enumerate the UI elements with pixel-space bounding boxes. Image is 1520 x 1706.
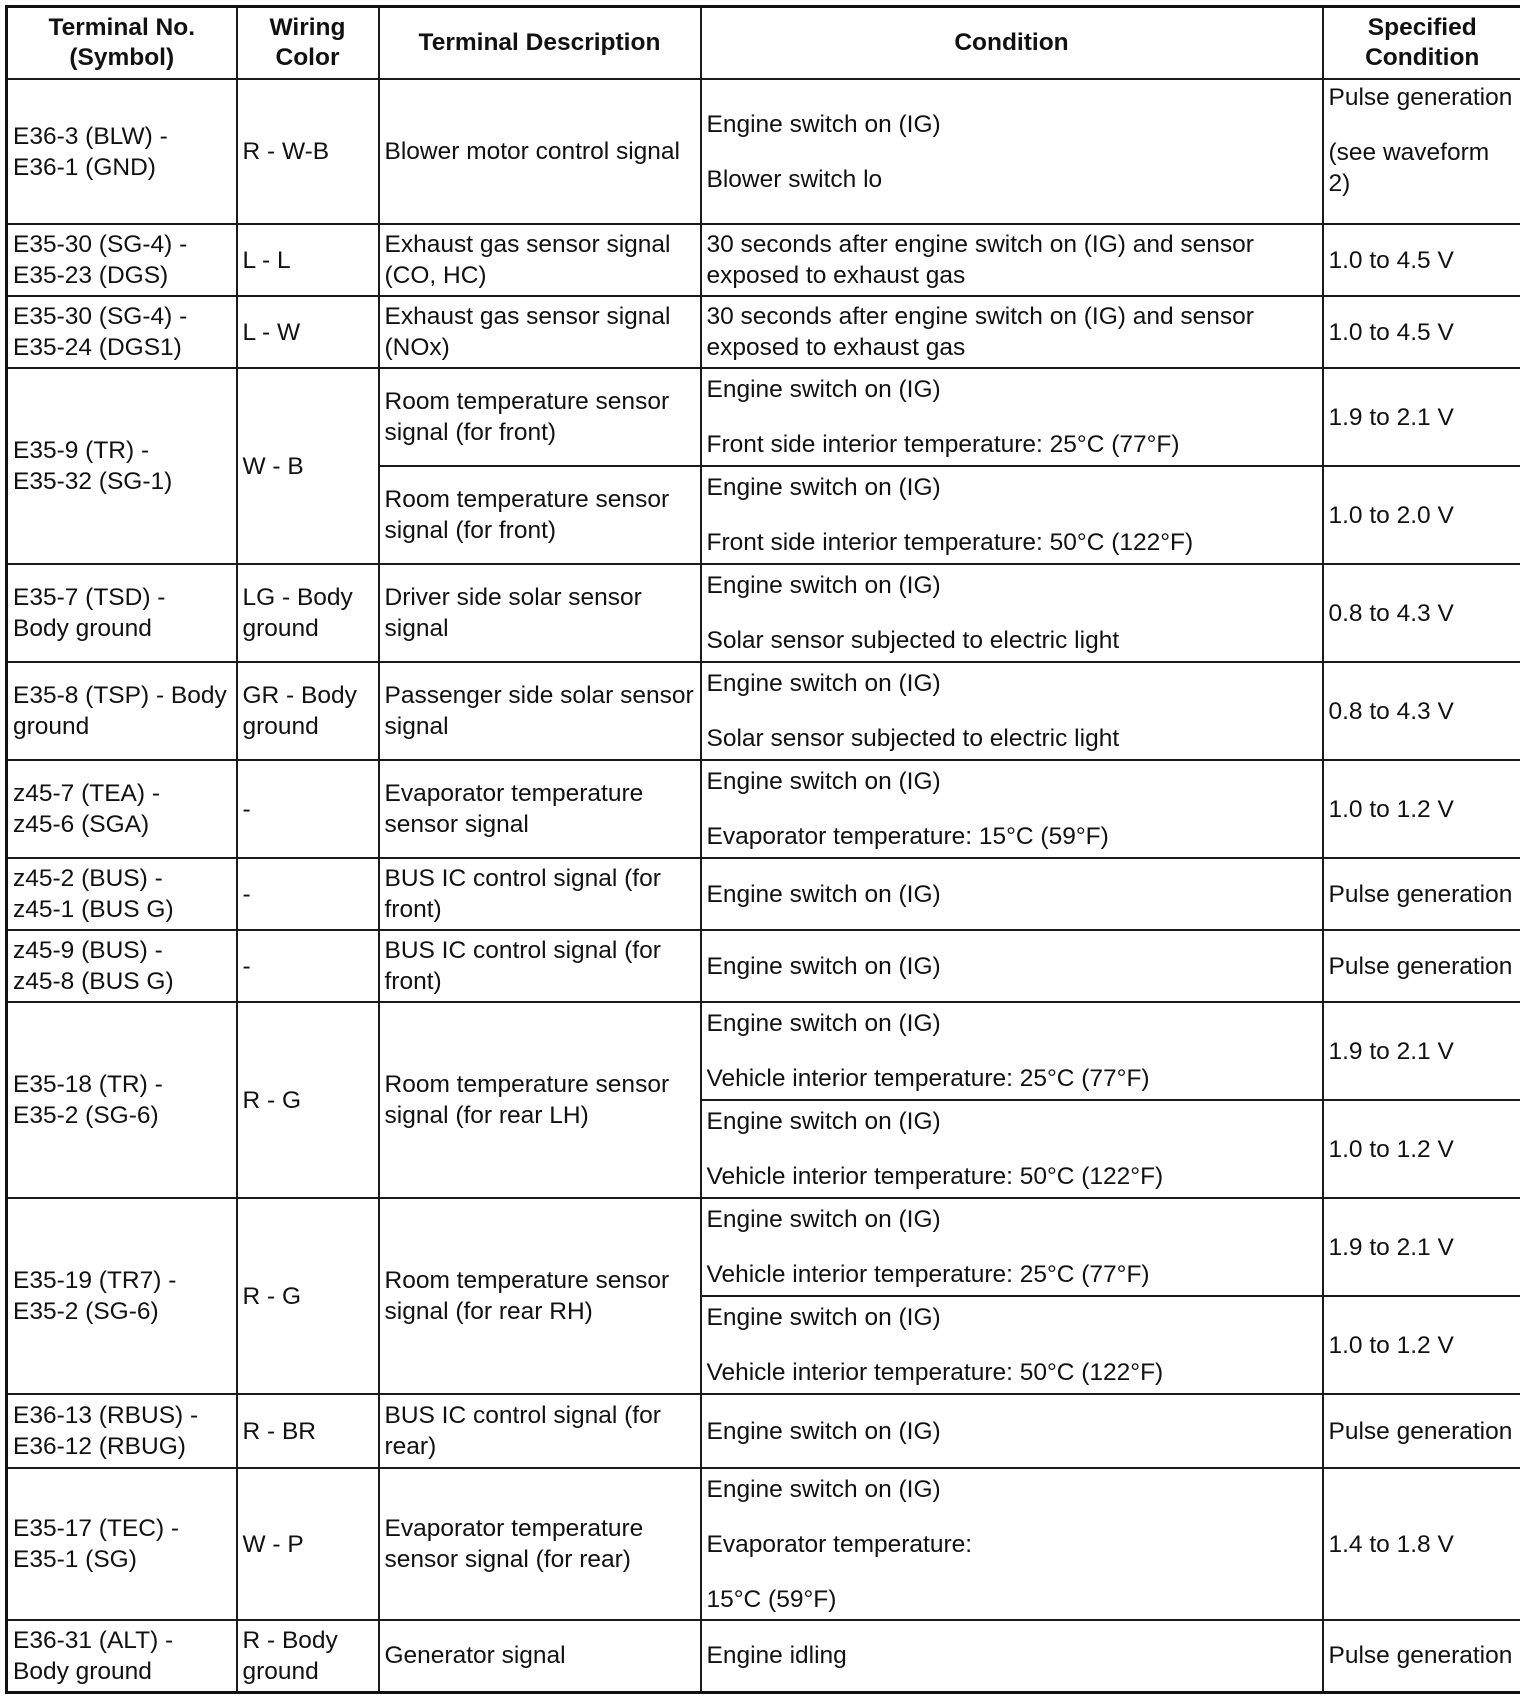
specified-cell: 1.0 to 1.2 V [1323,760,1520,858]
condition-line: Vehicle interior temperature: 50°C (122°F) [706,1163,1164,1190]
wiring-cell: W - P [237,1468,379,1620]
condition-line: Solar sensor subjected to electric light [706,725,1120,752]
condition-line: Evaporator temperature: 15°C (59°F) [706,823,1109,850]
table-row [7,79,1520,224]
terminal-cell: E35-30 (SG-4) - E35-24 (DGS1) [7,296,237,368]
terminal-inspection-table [5,5,1520,1694]
condition-cell: Engine switch on (IG) [701,858,1323,930]
condition-line: Engine switch on (IG) [706,110,941,138]
condition-line: Engine switch on (IG) [706,768,941,795]
condition-cell: 30 seconds after engine switch on (IG) and sensor exposed to exhaust gas [701,224,1323,296]
description-cell: Driver side solar sensor signal [379,564,701,662]
terminal-cell: E36-13 (RBUS) - E36-12 (RBUG) [7,1394,237,1468]
table-row [7,224,1520,296]
table-row [7,1620,1520,1692]
wiring-cell: R - Body ground [237,1620,379,1692]
description-cell: BUS IC control signal (for rear) [379,1394,701,1468]
condition-line: Engine switch on (IG) [706,1206,941,1233]
condition-cell: Engine switch on (IG) [701,930,1323,1002]
terminal-cell: E36-3 (BLW) - E36-1 (GND) [7,79,237,224]
header-terminal-description: Terminal Description [379,7,701,80]
condition-line: Engine switch on (IG) [706,572,941,599]
description-cell: Blower motor control signal [379,79,701,224]
description-cell: Room temperature sensor signal (for front) [379,466,701,564]
table-row [7,296,1520,368]
table-row [7,1002,1520,1100]
condition-line: Vehicle interior temperature: 25°C (77°F) [706,1065,1150,1092]
condition-line: Evaporator temperature: [706,1530,973,1558]
wiring-cell: W - B [237,368,379,564]
condition-cell: Engine idling [701,1620,1323,1692]
terminal-cell: E35-18 (TR) - E35-2 (SG-6) [7,1002,237,1198]
wiring-cell: R - W-B [237,79,379,224]
wiring-cell: R - G [237,1002,379,1198]
table-row [7,1394,1520,1468]
specified-cell: 1.9 to 2.1 V [1323,1002,1520,1100]
condition-line: Front side interior temperature: 25°C (77°F) [706,431,1180,458]
condition-cell [701,1468,1323,1620]
wiring-cell: R - BR [237,1394,379,1468]
header-specified-condition: Specified Condition [1323,7,1520,80]
header-wiring-color: Wiring Color [237,7,379,80]
description-cell: Exhaust gas sensor signal (NOx) [379,296,701,368]
description-cell: Passenger side solar sensor signal [379,662,701,760]
terminal-cell: E35-17 (TEC) - E35-1 (SG) [7,1468,237,1620]
terminal-cell: z45-2 (BUS) - z45-1 (BUS G) [7,858,237,930]
condition-line: Vehicle interior temperature: 25°C (77°F) [706,1261,1150,1288]
condition-cell [701,662,1323,760]
description-cell: BUS IC control signal (for front) [379,858,701,930]
terminal-cell: E35-9 (TR) - E35-32 (SG-1) [7,368,237,564]
terminal-cell: E35-8 (TSP) - Body ground [7,662,237,760]
table-row [7,858,1520,930]
specified-cell [1323,79,1520,224]
specified-cell: 1.4 to 1.8 V [1323,1468,1520,1620]
condition-line: Engine switch on (IG) [706,1304,941,1331]
condition-cell [701,1296,1323,1394]
condition-cell [701,466,1323,564]
table-body [7,79,1520,1692]
condition-line: Blower switch lo [706,165,883,193]
table-row [7,564,1520,662]
description-cell: BUS IC control signal (for front) [379,930,701,1002]
table-row [7,760,1520,858]
wiring-cell: - [237,858,379,930]
header-row [7,7,1520,80]
condition-line: Front side interior temperature: 50°C (122°F) [706,529,1194,556]
specified-cell: Pulse generation [1323,858,1520,930]
condition-line: Solar sensor subjected to electric light [706,627,1120,654]
specified-cell: 1.0 to 2.0 V [1323,466,1520,564]
wiring-cell: - [237,930,379,1002]
specified-cell: Pulse generation [1323,1394,1520,1468]
table-row [7,930,1520,1002]
condition-line: Engine switch on (IG) [706,1010,941,1037]
specified-cell: 1.9 to 2.1 V [1323,368,1520,466]
table-row [7,662,1520,760]
specified-cell: 1.9 to 2.1 V [1323,1198,1520,1296]
condition-cell: Engine switch on (IG) [701,1394,1323,1468]
specified-cell: 0.8 to 4.3 V [1323,564,1520,662]
wiring-cell: GR - Body ground [237,662,379,760]
wiring-cell: L - L [237,224,379,296]
terminal-cell: E35-19 (TR7) - E35-2 (SG-6) [7,1198,237,1394]
condition-cell [701,760,1323,858]
condition-cell [701,564,1323,662]
table-row [7,1198,1520,1296]
specified-cell: Pulse generation [1323,1620,1520,1692]
specified-cell: 1.0 to 4.5 V [1323,224,1520,296]
specified-line: Pulse generation [1328,84,1513,111]
terminal-cell: E35-30 (SG-4) - E35-23 (DGS) [7,224,237,296]
description-cell: Generator signal [379,1620,701,1692]
table-header [7,7,1520,80]
specified-line: (see waveform 2) [1328,139,1490,197]
description-cell: Room temperature sensor signal (for front) [379,368,701,466]
condition-line: Vehicle interior temperature: 50°C (122°F) [706,1359,1164,1386]
terminal-cell: z45-7 (TEA) - z45-6 (SGA) [7,760,237,858]
condition-cell [701,1198,1323,1296]
specified-cell: 1.0 to 4.5 V [1323,296,1520,368]
specified-cell: 1.0 to 1.2 V [1323,1100,1520,1198]
terminal-cell: z45-9 (BUS) - z45-8 (BUS G) [7,930,237,1002]
condition-cell [701,368,1323,466]
wiring-cell: R - G [237,1198,379,1394]
condition-cell [701,79,1323,224]
condition-cell [701,1100,1323,1198]
terminal-cell: E36-31 (ALT) - Body ground [7,1620,237,1692]
wiring-cell: L - W [237,296,379,368]
condition-line: Engine switch on (IG) [706,474,941,501]
description-cell: Room temperature sensor signal (for rear LH) [379,1002,701,1198]
wiring-cell: - [237,760,379,858]
condition-line: Engine switch on (IG) [706,1108,941,1135]
terminal-cell: E35-7 (TSD) - Body ground [7,564,237,662]
header-condition: Condition [701,7,1323,80]
condition-line: 15°C (59°F) [706,1585,837,1613]
wiring-cell: LG - Body ground [237,564,379,662]
description-cell: Room temperature sensor signal (for rear RH) [379,1198,701,1394]
table-row [7,1468,1520,1620]
specified-cell: Pulse generation [1323,930,1520,1002]
specified-cell: 0.8 to 4.3 V [1323,662,1520,760]
description-cell: Evaporator temperature sensor signal (for rear) [379,1468,701,1620]
specified-cell: 1.0 to 1.2 V [1323,1296,1520,1394]
condition-cell: 30 seconds after engine switch on (IG) and sensor exposed to exhaust gas [701,296,1323,368]
table-row [7,368,1520,466]
condition-line: Engine switch on (IG) [706,1475,941,1503]
header-terminal: Terminal No. (Symbol) [7,7,237,80]
condition-line: Engine switch on (IG) [706,376,941,403]
description-cell: Evaporator temperature sensor signal [379,760,701,858]
condition-cell [701,1002,1323,1100]
condition-line: Engine switch on (IG) [706,670,941,697]
description-cell: Exhaust gas sensor signal (CO, HC) [379,224,701,296]
